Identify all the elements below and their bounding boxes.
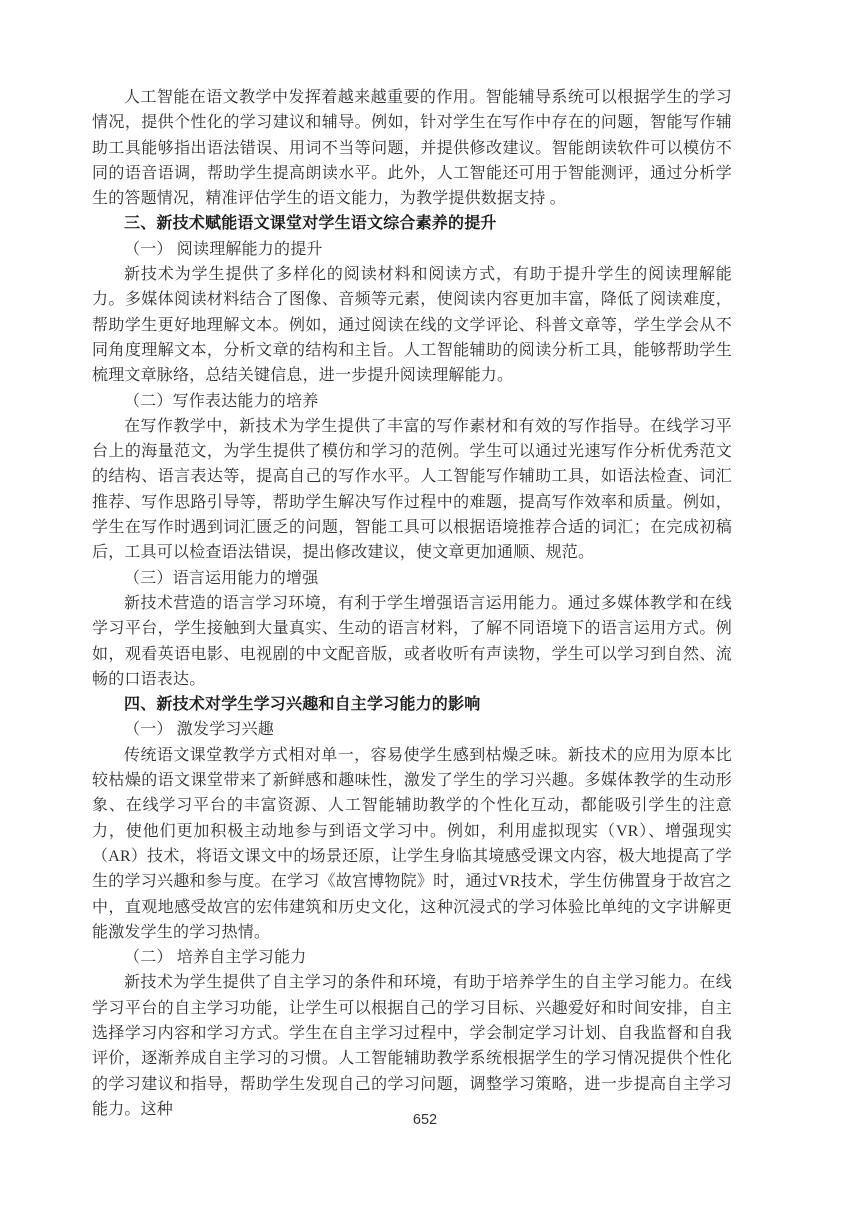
paragraph: 新技术为学生提供了多样化的阅读材料和阅读方式，有助于提升学生的阅读理解能力。多媒体阅读材料结合了图像、音频等元素，使阅读内容更加丰富，降低了阅读难度，帮助学生更好地理解文本。例如，通过阅读在线的文学评论、科普文章等，学生学会从不同角度理解文本，分析文章的结构和主旨。人工智能辅助的阅读分析工具，能够帮助学生梳理文章脉络，总结关键信息，进一步提升阅读理解能力。 <box>92 266 732 385</box>
paragraph: 传统语文课堂教学方式相对单一，容易使学生感到枯燥乏味。新技术的应用为原本比较枯燥的语文课堂带来了新鲜感和趣味性，激发了学生的学习兴趣。多媒体教学的生动形象、在线学习平台的丰富资源、人工智能辅助教学的个性化互动，都能吸引学生的注意力，使他们更加积极主动地参与到语文学习中。例如，利用虚拟现实（VR）、增强现实（AR）技术，将语文课文中的场景还原，让学生身临其境感受课文内容，极大地提高了学生的学习兴趣和参与度。在学习《故宫博物院》时，通过VR技术，学生仿佛置身于故宫之中，直观地感受故宫的宏伟建筑和历史文化，这种沉浸式的学习体验比单纯的文字讲解更能激发学生的学习热情。 <box>92 746 732 941</box>
paragraph: 新技术营造的语言学习环境，有利于学生增强语言运用能力。通过多媒体教学和在线学习平台，学生接触到大量真实、生动的语言材料，了解不同语境下的语言运用方式。例如，观看英语电影、电视剧的中文配音版，或者收听有声读物，学生可以学习到自然、流畅的口语表达。 <box>92 594 732 688</box>
section-heading: 四、新技术对学生学习兴趣和自主学习能力的影响 <box>124 696 481 714</box>
paragraph: 在写作教学中，新技术为学生提供了丰富的写作素材和有效的写作指导。在线学习平台上的海量范文，为学生提供了模仿和学习的范例。学生可以通过光速写作分析优秀范文的结构、语言表达等，提高自己的写作水平。人工智能写作辅助工具，如语法检查、词汇推荐、写作思路引导等，帮助学生解决写作过程中的难题，提高写作效率和质量。例如，学生在写作时遇到词汇匮乏的问题，智能工具可以根据语境推荐合适的词汇；在完成初稿后，工具可以检查语法错误，提出修改建议，使文章更加通顺、规范。 <box>92 417 732 562</box>
page-number: 652 <box>412 1112 438 1128</box>
subsection-heading: （一） 阅读理解能力的提升 <box>124 240 323 258</box>
paragraph: 新技术为学生提供了自主学习的条件和环境，有助于培养学生的自主学习能力。在线学习平台的自主学习功能，让学生可以根据自己的学习目标、兴趣爱好和时间安排，自主选择学习内容和学习方式。学生在自主学习过程中，学会制定学习计划、自我监督和自我评价，逐渐养成自主学习的习惯。人工智能辅助教学系统根据学生的学习情况提供个性化的学习建议和指导，帮助学生发现自己的学习问题，调整学习策略，进一步提高自主学习能力。这种 <box>92 974 732 1118</box>
document-body <box>92 85 732 1122</box>
subsection-heading: （二） 培养自主学习能力 <box>124 949 307 967</box>
section-heading: 三、新技术赋能语文课堂对学生语文综合素养的提升 <box>124 215 497 233</box>
subsection-heading: （三）语言运用能力的增强 <box>124 569 319 587</box>
subsection-heading: （二）写作表达能力的培养 <box>124 392 319 410</box>
subsection-heading: （一） 激发学习兴趣 <box>124 721 275 739</box>
paragraph: 人工智能在语文教学中发挥着越来越重要的作用。智能辅导系统可以根据学生的学习情况，提供个性化的学习建议和辅导。例如，针对学生在写作中存在的问题，智能写作辅助工具能够指出语法错误、用词不当等问题，并提供修改建议。智能朗读软件可以模仿不同的语音语调，帮助学生提高朗读水平。此外，人工智能还可用于智能测评，通过分析学生的答题情况，精准评估学生的语文能力，为教学提供数据支持 。 <box>92 89 732 208</box>
